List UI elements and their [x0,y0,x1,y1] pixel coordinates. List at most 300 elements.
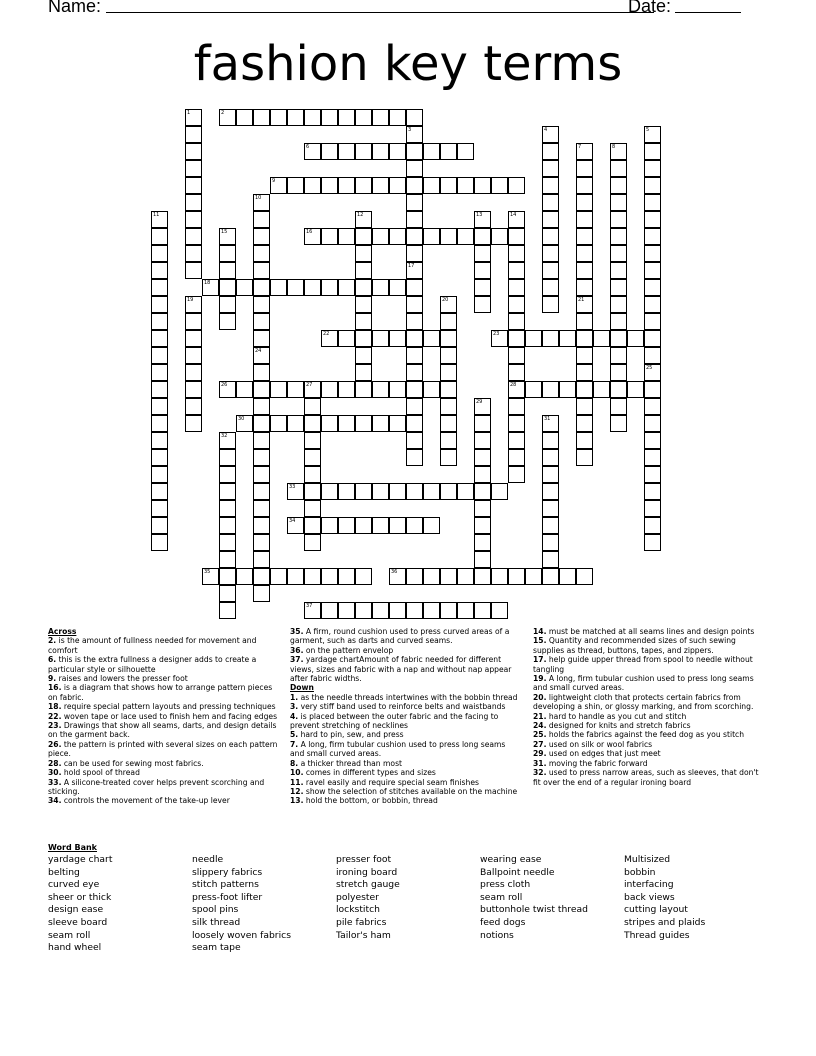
grid-cell[interactable] [406,415,423,432]
grid-cell[interactable] [304,381,321,398]
grid-cell[interactable] [406,126,423,143]
grid-cell[interactable] [253,330,270,347]
grid-cell[interactable] [185,228,202,245]
grid-cell[interactable] [185,245,202,262]
grid-cell[interactable] [576,364,593,381]
grid-cell[interactable] [304,398,321,415]
grid-cell[interactable] [236,279,253,296]
grid-cell[interactable] [321,177,338,194]
grid-cell[interactable] [542,500,559,517]
grid-cell[interactable] [457,568,474,585]
grid-cell[interactable] [508,568,525,585]
grid-cell[interactable] [338,330,355,347]
grid-cell[interactable] [372,381,389,398]
grid-cell[interactable] [542,449,559,466]
grid-cell[interactable] [644,398,661,415]
grid-cell[interactable] [576,330,593,347]
grid-cell[interactable] [644,211,661,228]
grid-cell[interactable] [542,568,559,585]
grid-cell[interactable] [338,568,355,585]
grid-cell[interactable] [406,449,423,466]
grid-cell[interactable] [151,364,168,381]
grid-cell[interactable] [542,296,559,313]
grid-cell[interactable] [525,330,542,347]
grid-cell[interactable] [304,517,321,534]
grid-cell[interactable] [185,415,202,432]
grid-cell[interactable] [219,262,236,279]
grid-cell[interactable] [610,347,627,364]
grid-cell[interactable] [355,568,372,585]
grid-cell[interactable] [542,534,559,551]
grid-cell[interactable] [406,177,423,194]
grid-cell[interactable] [304,500,321,517]
grid-cell[interactable] [644,143,661,160]
grid-cell[interactable] [406,194,423,211]
grid-cell[interactable] [355,330,372,347]
grid-cell[interactable] [338,415,355,432]
grid-cell[interactable] [151,500,168,517]
grid-cell[interactable] [236,568,253,585]
grid-cell[interactable] [610,228,627,245]
grid-cell[interactable] [151,381,168,398]
grid-cell[interactable] [253,500,270,517]
grid-cell[interactable] [610,398,627,415]
grid-cell[interactable] [644,364,661,381]
grid-cell[interactable] [185,126,202,143]
grid-cell[interactable] [406,364,423,381]
grid-cell[interactable] [406,483,423,500]
grid-cell[interactable] [355,415,372,432]
grid-cell[interactable] [219,517,236,534]
grid-cell[interactable] [338,381,355,398]
grid-cell[interactable] [253,466,270,483]
grid-cell[interactable] [253,194,270,211]
grid-cell[interactable] [219,534,236,551]
grid-cell[interactable] [321,381,338,398]
grid-cell[interactable] [253,347,270,364]
grid-cell[interactable] [355,211,372,228]
grid-cell[interactable] [406,296,423,313]
grid-cell[interactable] [287,109,304,126]
grid-cell[interactable] [644,228,661,245]
grid-cell[interactable] [406,143,423,160]
grid-cell[interactable] [559,330,576,347]
grid-cell[interactable] [474,466,491,483]
grid-cell[interactable] [440,347,457,364]
grid-cell[interactable] [253,568,270,585]
grid-cell[interactable] [542,160,559,177]
grid-cell[interactable] [185,160,202,177]
grid-cell[interactable] [304,466,321,483]
grid-cell[interactable] [423,517,440,534]
grid-cell[interactable] [644,330,661,347]
grid-cell[interactable] [406,228,423,245]
grid-cell[interactable] [321,143,338,160]
grid-cell[interactable] [389,517,406,534]
grid-cell[interactable] [304,483,321,500]
grid-cell[interactable] [151,330,168,347]
grid-cell[interactable] [253,228,270,245]
grid-cell[interactable] [304,279,321,296]
grid-cell[interactable] [236,381,253,398]
grid-cell[interactable] [406,330,423,347]
grid-cell[interactable] [542,126,559,143]
grid-cell[interactable] [321,415,338,432]
grid-cell[interactable] [389,568,406,585]
grid-cell[interactable] [525,568,542,585]
grid-cell[interactable] [355,143,372,160]
grid-cell[interactable] [219,568,236,585]
grid-cell[interactable] [644,381,661,398]
grid-cell[interactable] [338,109,355,126]
grid-cell[interactable] [644,466,661,483]
grid-cell[interactable] [644,194,661,211]
grid-cell[interactable] [270,279,287,296]
grid-cell[interactable] [219,313,236,330]
grid-cell[interactable] [508,245,525,262]
grid-cell[interactable] [219,483,236,500]
grid-cell[interactable] [474,449,491,466]
grid-cell[interactable] [253,211,270,228]
grid-cell[interactable] [151,398,168,415]
grid-cell[interactable] [270,381,287,398]
grid-cell[interactable] [372,483,389,500]
grid-cell[interactable] [253,551,270,568]
grid-cell[interactable] [542,483,559,500]
grid-cell[interactable] [338,602,355,619]
grid-cell[interactable] [542,466,559,483]
grid-cell[interactable] [508,313,525,330]
grid-cell[interactable] [389,602,406,619]
grid-cell[interactable] [508,449,525,466]
grid-cell[interactable] [610,262,627,279]
grid-cell[interactable] [508,296,525,313]
grid-cell[interactable] [406,279,423,296]
grid-cell[interactable] [474,279,491,296]
grid-cell[interactable] [627,381,644,398]
grid-cell[interactable] [151,228,168,245]
grid-cell[interactable] [576,381,593,398]
grid-cell[interactable] [355,177,372,194]
grid-cell[interactable] [423,143,440,160]
grid-cell[interactable] [338,228,355,245]
grid-cell[interactable] [219,245,236,262]
grid-cell[interactable] [253,585,270,602]
grid-cell[interactable] [321,109,338,126]
grid-cell[interactable] [508,211,525,228]
grid-cell[interactable] [440,364,457,381]
grid-cell[interactable] [253,398,270,415]
grid-cell[interactable] [219,109,236,126]
grid-cell[interactable] [457,143,474,160]
grid-cell[interactable] [491,483,508,500]
grid-cell[interactable] [253,279,270,296]
grid-cell[interactable] [644,279,661,296]
grid-cell[interactable] [474,245,491,262]
grid-cell[interactable] [219,602,236,619]
grid-cell[interactable] [202,279,219,296]
grid-cell[interactable] [644,126,661,143]
grid-cell[interactable] [270,109,287,126]
grid-cell[interactable] [236,415,253,432]
grid-cell[interactable] [151,432,168,449]
grid-cell[interactable] [440,296,457,313]
grid-cell[interactable] [219,585,236,602]
grid-cell[interactable] [644,534,661,551]
grid-cell[interactable] [355,228,372,245]
name-field[interactable] [106,12,654,13]
date-field[interactable] [675,12,741,13]
grid-cell[interactable] [389,415,406,432]
grid-cell[interactable] [338,517,355,534]
grid-cell[interactable] [321,602,338,619]
grid-cell[interactable] [185,262,202,279]
grid-cell[interactable] [202,568,219,585]
grid-cell[interactable] [542,194,559,211]
grid-cell[interactable] [253,432,270,449]
grid-cell[interactable] [406,568,423,585]
grid-cell[interactable] [372,330,389,347]
grid-cell[interactable] [338,483,355,500]
grid-cell[interactable] [389,279,406,296]
grid-cell[interactable] [559,381,576,398]
grid-cell[interactable] [372,517,389,534]
grid-cell[interactable] [440,177,457,194]
grid-cell[interactable] [644,313,661,330]
grid-cell[interactable] [406,602,423,619]
grid-cell[interactable] [644,262,661,279]
grid-cell[interactable] [508,432,525,449]
grid-cell[interactable] [185,347,202,364]
grid-cell[interactable] [406,313,423,330]
grid-cell[interactable] [508,330,525,347]
grid-cell[interactable] [457,483,474,500]
grid-cell[interactable] [610,364,627,381]
grid-cell[interactable] [355,483,372,500]
grid-cell[interactable] [423,381,440,398]
grid-cell[interactable] [644,347,661,364]
grid-cell[interactable] [372,228,389,245]
grid-cell[interactable] [253,381,270,398]
grid-cell[interactable] [389,143,406,160]
grid-cell[interactable] [474,602,491,619]
grid-cell[interactable] [151,279,168,296]
grid-cell[interactable] [576,398,593,415]
grid-cell[interactable] [576,279,593,296]
grid-cell[interactable] [576,296,593,313]
grid-cell[interactable] [185,109,202,126]
grid-cell[interactable] [610,415,627,432]
grid-cell[interactable] [474,398,491,415]
grid-cell[interactable] [321,517,338,534]
grid-cell[interactable] [457,177,474,194]
grid-cell[interactable] [372,143,389,160]
grid-cell[interactable] [355,517,372,534]
grid-cell[interactable] [270,568,287,585]
grid-cell[interactable] [576,177,593,194]
grid-cell[interactable] [440,143,457,160]
grid-cell[interactable] [440,483,457,500]
grid-cell[interactable] [151,517,168,534]
grid-cell[interactable] [474,415,491,432]
grid-cell[interactable] [287,415,304,432]
grid-cell[interactable] [185,296,202,313]
grid-cell[interactable] [610,296,627,313]
grid-cell[interactable] [644,449,661,466]
grid-cell[interactable] [304,177,321,194]
grid-cell[interactable] [406,211,423,228]
grid-cell[interactable] [389,177,406,194]
grid-cell[interactable] [644,177,661,194]
grid-cell[interactable] [219,432,236,449]
grid-cell[interactable] [185,194,202,211]
grid-cell[interactable] [576,262,593,279]
grid-cell[interactable] [253,109,270,126]
grid-cell[interactable] [576,347,593,364]
grid-cell[interactable] [474,517,491,534]
grid-cell[interactable] [644,296,661,313]
grid-cell[interactable] [542,415,559,432]
grid-cell[interactable] [287,381,304,398]
grid-cell[interactable] [185,313,202,330]
grid-cell[interactable] [253,534,270,551]
grid-cell[interactable] [610,381,627,398]
grid-cell[interactable] [389,381,406,398]
grid-cell[interactable] [542,279,559,296]
grid-cell[interactable] [491,228,508,245]
grid-cell[interactable] [287,568,304,585]
grid-cell[interactable] [372,109,389,126]
grid-cell[interactable] [321,279,338,296]
grid-cell[interactable] [508,381,525,398]
grid-cell[interactable] [610,177,627,194]
grid-cell[interactable] [406,432,423,449]
grid-cell[interactable] [440,313,457,330]
grid-cell[interactable] [389,483,406,500]
grid-cell[interactable] [610,160,627,177]
grid-cell[interactable] [185,211,202,228]
grid-cell[interactable] [287,517,304,534]
grid-cell[interactable] [151,313,168,330]
grid-cell[interactable] [542,228,559,245]
grid-cell[interactable] [423,330,440,347]
grid-cell[interactable] [440,432,457,449]
grid-cell[interactable] [508,347,525,364]
grid-cell[interactable] [219,381,236,398]
grid-cell[interactable] [287,279,304,296]
grid-cell[interactable] [423,177,440,194]
grid-cell[interactable] [287,177,304,194]
grid-cell[interactable] [253,517,270,534]
grid-cell[interactable] [474,551,491,568]
grid-cell[interactable] [185,398,202,415]
grid-cell[interactable] [576,313,593,330]
grid-cell[interactable] [253,364,270,381]
grid-cell[interactable] [508,415,525,432]
grid-cell[interactable] [338,143,355,160]
grid-cell[interactable] [372,279,389,296]
grid-cell[interactable] [491,602,508,619]
grid-cell[interactable] [372,415,389,432]
grid-cell[interactable] [355,313,372,330]
grid-cell[interactable] [185,364,202,381]
grid-cell[interactable] [355,364,372,381]
grid-cell[interactable] [219,449,236,466]
grid-cell[interactable] [355,347,372,364]
grid-cell[interactable] [338,177,355,194]
grid-cell[interactable] [542,143,559,160]
grid-cell[interactable] [151,296,168,313]
grid-cell[interactable] [185,381,202,398]
grid-cell[interactable] [219,500,236,517]
grid-cell[interactable] [474,177,491,194]
grid-cell[interactable] [542,551,559,568]
grid-cell[interactable] [270,177,287,194]
grid-cell[interactable] [151,415,168,432]
grid-cell[interactable] [389,330,406,347]
grid-cell[interactable] [304,449,321,466]
grid-cell[interactable] [610,313,627,330]
grid-cell[interactable] [406,160,423,177]
grid-cell[interactable] [644,432,661,449]
grid-cell[interactable] [644,160,661,177]
grid-cell[interactable] [219,279,236,296]
grid-cell[interactable] [474,228,491,245]
grid-cell[interactable] [185,177,202,194]
grid-cell[interactable] [440,398,457,415]
grid-cell[interactable] [355,262,372,279]
grid-cell[interactable] [474,534,491,551]
grid-cell[interactable] [576,432,593,449]
grid-cell[interactable] [372,602,389,619]
grid-cell[interactable] [406,245,423,262]
grid-cell[interactable] [304,109,321,126]
grid-cell[interactable] [542,262,559,279]
grid-cell[interactable] [474,432,491,449]
grid-cell[interactable] [253,449,270,466]
grid-cell[interactable] [440,449,457,466]
grid-cell[interactable] [355,296,372,313]
grid-cell[interactable] [440,381,457,398]
grid-cell[interactable] [406,262,423,279]
grid-cell[interactable] [304,228,321,245]
grid-cell[interactable] [610,330,627,347]
grid-cell[interactable] [508,466,525,483]
grid-cell[interactable] [542,245,559,262]
grid-cell[interactable] [423,228,440,245]
grid-cell[interactable] [644,517,661,534]
grid-cell[interactable] [576,143,593,160]
grid-cell[interactable] [474,262,491,279]
grid-cell[interactable] [542,381,559,398]
grid-cell[interactable] [287,483,304,500]
grid-cell[interactable] [151,347,168,364]
grid-cell[interactable] [440,415,457,432]
grid-cell[interactable] [253,483,270,500]
grid-cell[interactable] [576,211,593,228]
grid-cell[interactable] [151,483,168,500]
grid-cell[interactable] [644,483,661,500]
grid-cell[interactable] [610,245,627,262]
grid-cell[interactable] [406,381,423,398]
grid-cell[interactable] [253,313,270,330]
grid-cell[interactable] [406,398,423,415]
grid-cell[interactable] [474,500,491,517]
grid-cell[interactable] [440,568,457,585]
grid-cell[interactable] [542,432,559,449]
grid-cell[interactable] [440,228,457,245]
grid-cell[interactable] [440,330,457,347]
